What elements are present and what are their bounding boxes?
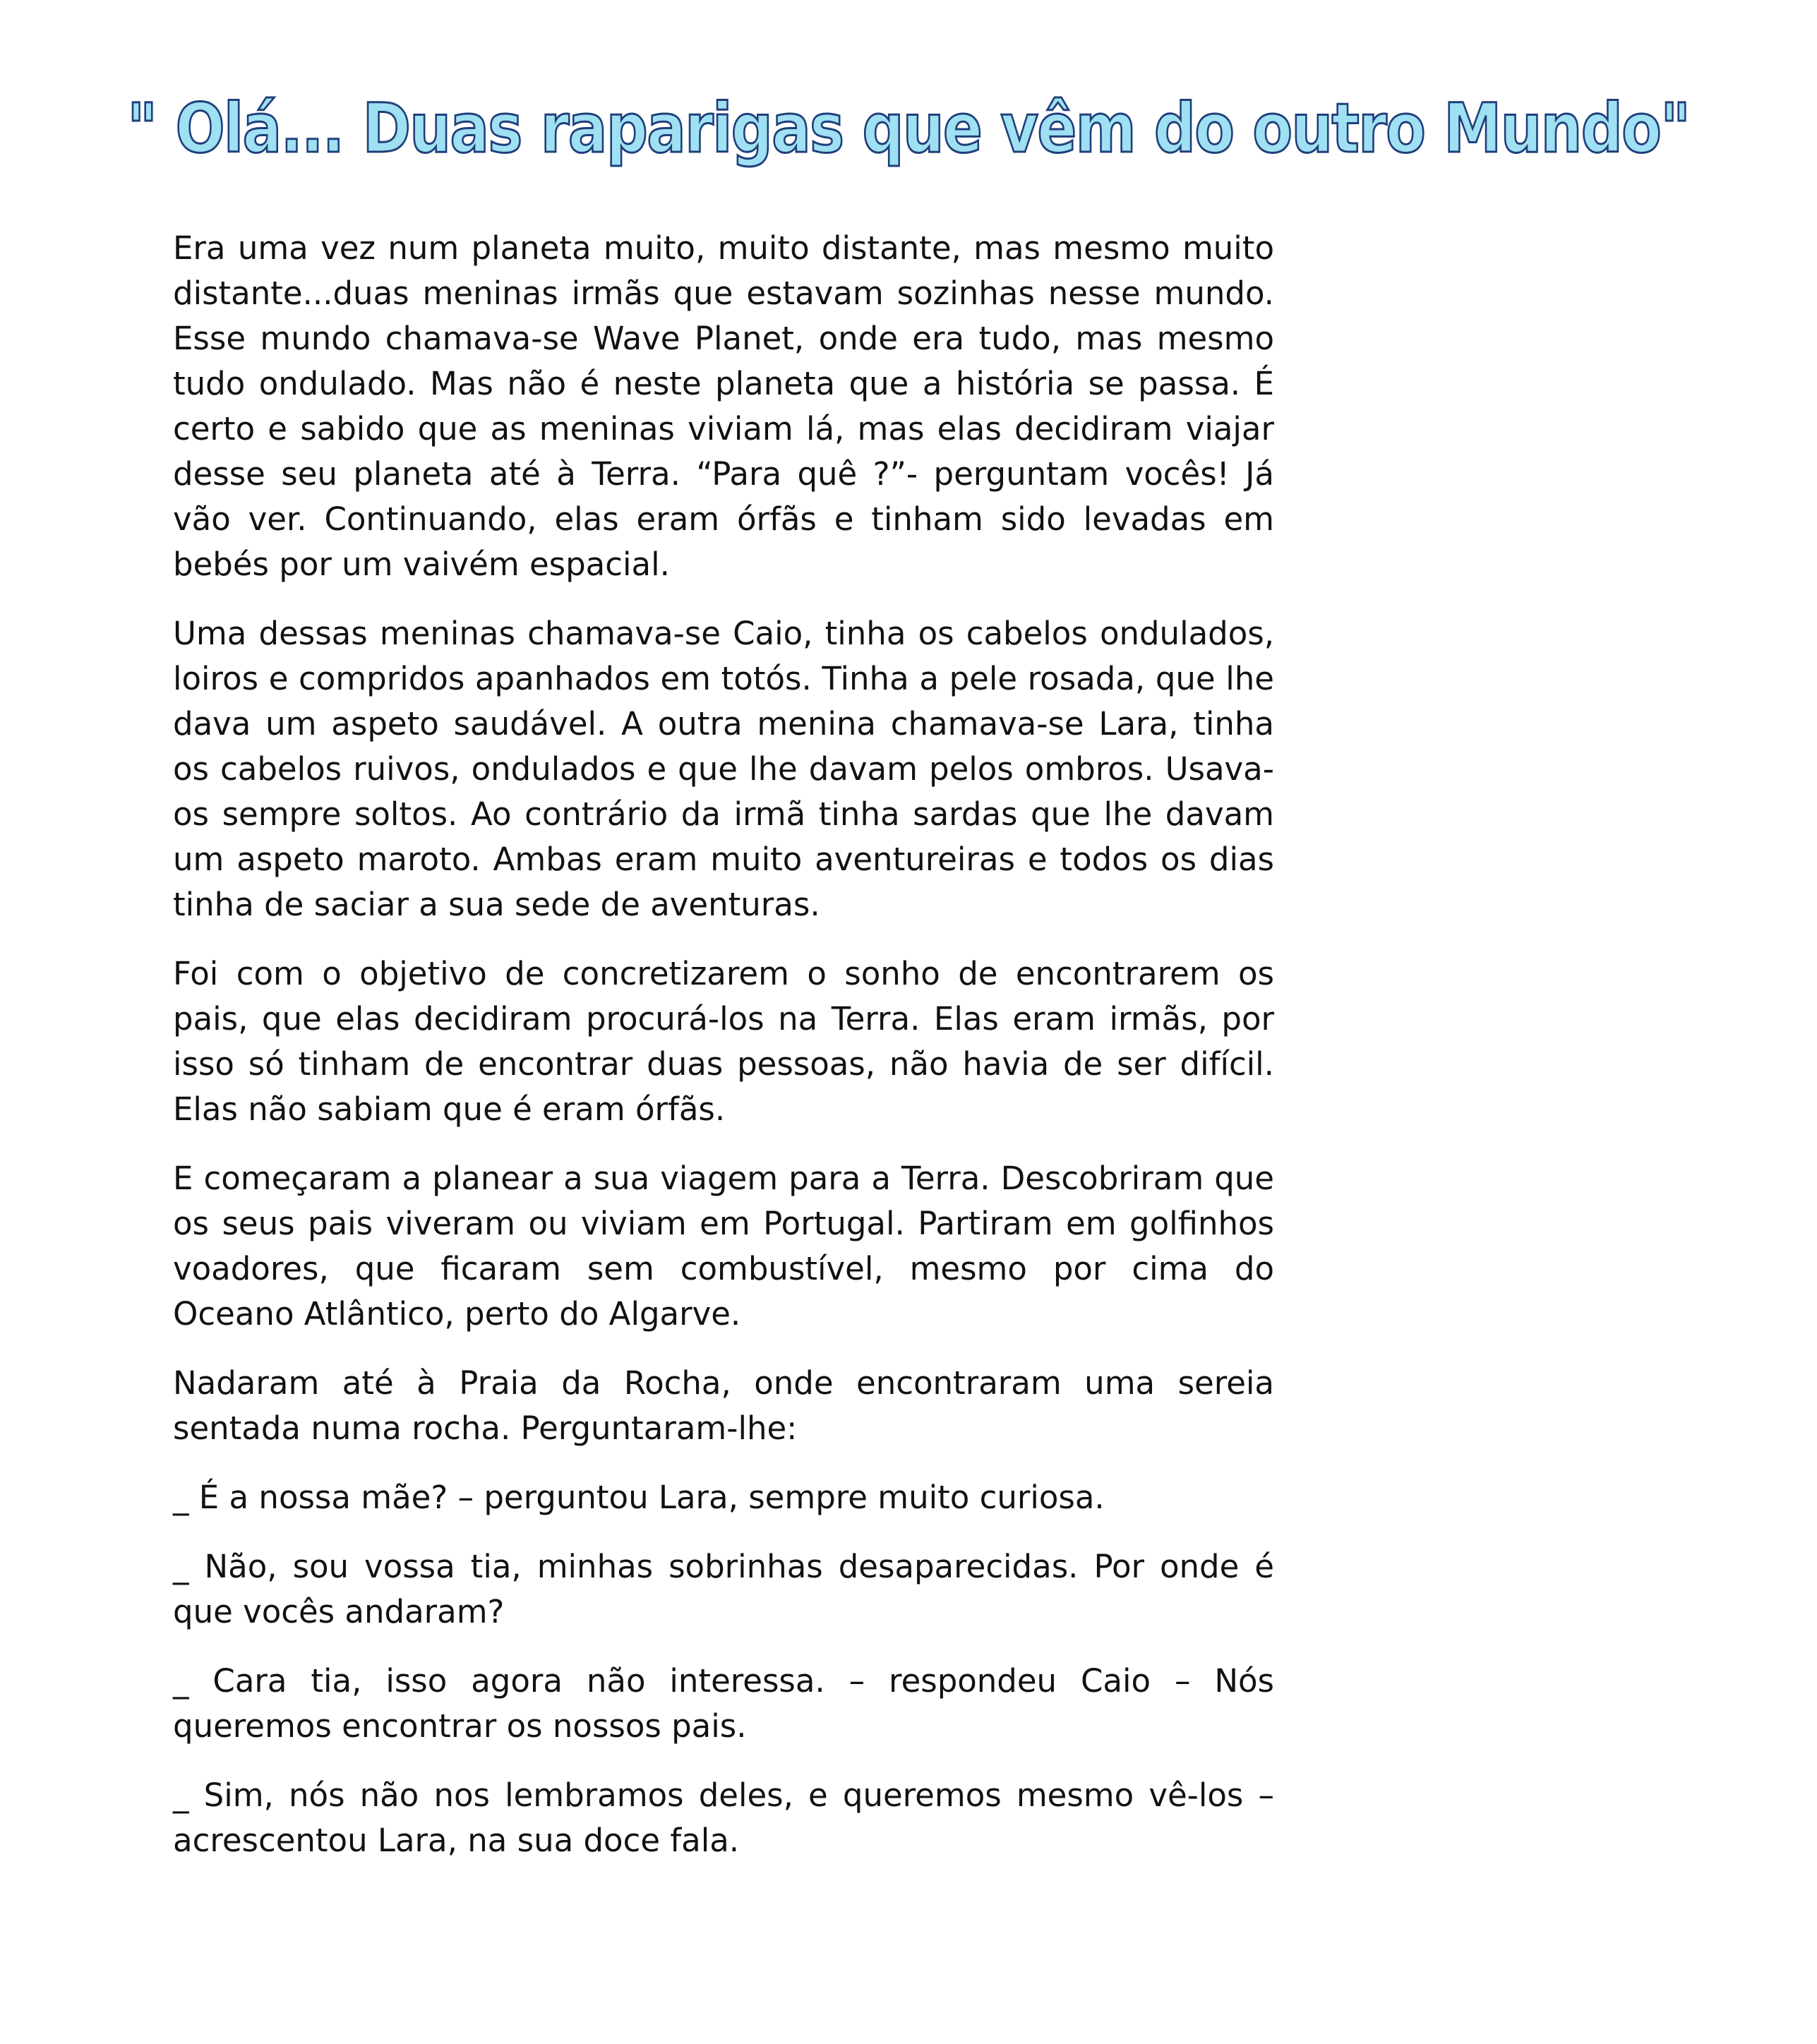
paragraph-5: Nadaram até à Praia da Rocha, onde encontraram uma sereia sentada numa rocha. Perguntaram-lhe: xyxy=(173,1364,1274,1447)
story-title: " Olá... Duas raparigas que vêm do outro Mundo" xyxy=(127,89,1690,168)
dialogue-line-1: _ É a nossa mãe? – perguntou Lara, sempre muito curiosa. xyxy=(173,1479,1105,1516)
paragraph-2: Uma dessas meninas chamava-se Caio, tinha os cabelos ondulados, loiros e compridos apanhados em totós. Tinha a pele rosada, que lhe dava um aspeto saudável. A outra menina chamava-se Lara, tinha os cabelos ruivos, ondulados e que lhe davam pelos ombros. Usava-os sempre soltos. Ao contrário da irmã tinha sardas que lhe davam um aspeto maroto. Ambas eram muito aventureiras e todos os dias tinha de saciar a sua sede de aventuras. xyxy=(173,615,1274,923)
dialogue-line-2: _ Não, sou vossa tia, minhas sobrinhas desaparecidas. Por onde é que vocês andaram? xyxy=(173,1548,1274,1630)
paragraph-3: Foi com o objetivo de concretizarem o sonho de encontrarem os pais, que elas decidiram procurá-los na Terra. Elas eram irmãs, por isso só tinham de encontrar duas pessoas, não havia de ser difícil. Elas não sabiam que é eram órfãs. xyxy=(173,955,1274,1128)
dialogue-line-3: _ Cara tia, isso agora não interessa. – respondeu Caio – Nós queremos encontrar os nossos pais. xyxy=(173,1662,1274,1745)
paragraph-1: Era uma vez num planeta muito, muito distante, mas mesmo muito distante...duas meninas irmãs que estavam sozinhas nesse mundo. Esse mundo chamava-se Wave Planet, onde era tudo, mas mesmo tudo ondulado. Mas não é neste planeta que a história se passa. É certo e sabido que as meninas viviam lá, mas elas decidiram viajar desse seu planeta até à Terra. “Para quê ?”- perguntam vocês! Já vão ver. Continuando, elas eram órfãs e tinham sido levadas em bebés por um vaivém espacial. xyxy=(173,229,1274,583)
dialogue-line-4: _ Sim, nós não nos lembramos deles, e queremos mesmo vê-los – acrescentou Lara, na sua doce fala. xyxy=(173,1777,1274,1859)
paragraph-4: E começaram a planear a sua viagem para a Terra. Descobriram que os seus pais viveram ou viviam em Portugal. Partiram em golfinhos voadores, que ficaram sem combustível, mesmo por cima do Oceano Atlântico, perto do Algarve. xyxy=(173,1160,1274,1333)
story-body xyxy=(173,226,1274,1887)
title-container xyxy=(0,89,1690,168)
